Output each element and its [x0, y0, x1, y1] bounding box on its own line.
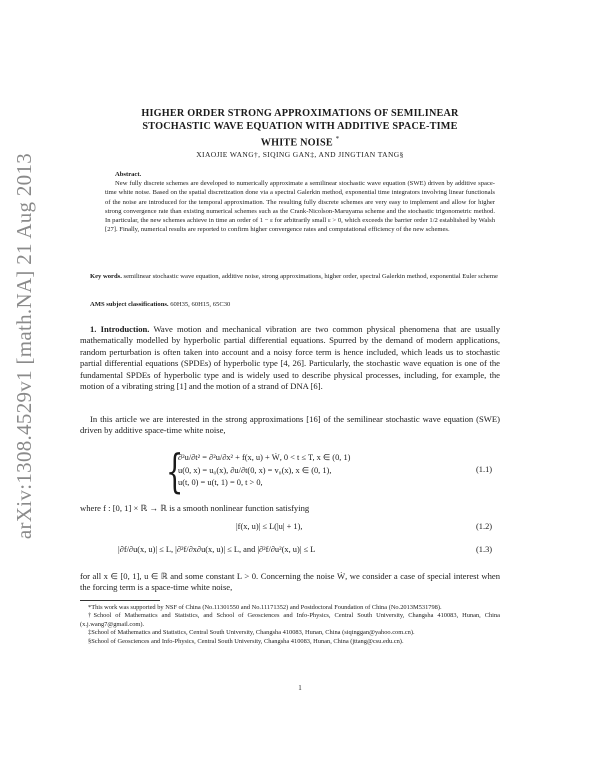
title-line-1: HIGHER ORDER STRONG APPROXIMATIONS OF SEMILINEAR: [141, 108, 459, 119]
title-line-2: STOCHASTIC WAVE EQUATION WITH ADDITIVE SPACE-TIME: [142, 120, 458, 132]
equation-number-1-2: (1.2): [476, 522, 493, 531]
intro-paragraph-2: [80, 414, 500, 437]
page-number: 1: [298, 684, 302, 692]
equation-brace: {: [165, 444, 184, 498]
eq-1-1-line-1: ∂²u/∂t² = ∂²u/∂x² + f(x, u) + Ẇ, 0 < t ≤ T, x ∈ (0, 1): [178, 453, 351, 462]
ams-classification: [80, 300, 500, 309]
footnote-author-2: ‡School of Mathematics and Statistics, Central South University, Changsha 410083, Hunan, China (siqinggan@yahoo.com.cn).: [88, 629, 415, 637]
arxiv-identifier: arXiv:1308.4529v1 [math.NA] 21 Aug 2013: [12, 152, 36, 540]
footnotes: [80, 604, 500, 646]
eq-1-1-line-2: u(0, x) = u₀(x), ∂u/∂t(0, x) = v₀(x), x ∈ (0, 1),: [178, 466, 332, 475]
intro-text-2: In this article we are interested in the strong approximations [16] of the semilinear stochastic wave equation (SWE) driven by additive space-time white noise,: [80, 414, 500, 436]
eq-1-1-line-3: u(t, 0) = u(t, 1) = 0, t > 0,: [178, 478, 263, 487]
intro-paragraph-1: [80, 324, 500, 392]
footnote-funding: *This work was supported by NSF of China (No.11301550 and No.11171352) and Postdoctoral Foundation of China (No.2013M531798).: [88, 604, 442, 611]
footnote-rule: [80, 600, 160, 601]
keywords-text: semilinear stochastic wave equation, additive noise, strong approximations, higher order, spectral Galerkin method, exponential Euler scheme: [123, 273, 498, 280]
section-heading-introduction: 1. Introduction.: [90, 324, 150, 334]
ams-heading: AMS subject classifications.: [90, 301, 169, 308]
paper-title: [80, 108, 520, 150]
title-footnote-mark: *: [335, 135, 340, 143]
author-list: XIAOJIE WANG†, SIQING GAN‡, AND JINGTIAN TANG§: [196, 150, 404, 159]
intro-text-1: Wave motion and mechanical vibration are two common physical phenomena that are usually mathematically modelled by hyperbolic partial differential equations. Spurred by the demand of modern applications, random perturbation is often taken into account and a noisy force term is hence included, which leads us to stochastic partial differential equations (SPDEs) of hyperbolic type [4, 26]. Particularly, the stochastic wave equation is one of the fundamental SPDEs of hyperbolic type and is widely used to describe physical processes, including, for example, the motion of a vibrating string [1] and the motion of a strand of DNA [6].: [80, 324, 500, 392]
keywords: [80, 272, 500, 281]
body-after-equation: for all x ∈ [0, 1], u ∈ ℝ and some constant L > 0. Concerning the noise Ẇ, we consider a case of special interest when the forcing term is a space-time white noise,: [80, 571, 500, 593]
title-line-3: WHITE NOISE: [260, 137, 333, 149]
abstract-text: New fully discrete schemes are developed to numerically approximate a semilinear stochastic wave equation (SWE) driven by additive space-time white noise. Based on the spatial discretization done via a spectral Galerkin method, exponential time integrators involving linear functionals of the noise are introduced for the temporal approximation. The resulting fully discrete schemes are very easy to implement and allow for higher strong convergence rate than existing numerical schemes such as the Crank-Nicolson-Maruyama scheme and the stochastic trigonometric method. In particular, the new schemes achieve in time an order of 1 − ε for arbitrarily small ε > 0, which exceeds the barrier order 1/2 established by Walsh [27]. Finally, numerical results are reported to confirm higher convergence rates and computational efficiency of the new schemes.: [105, 180, 495, 234]
equation-1-3: |∂f/∂u(x, u)| ≤ L, |∂²f/∂x∂u(x, u)| ≤ L, and |∂²f/∂u²(x, u)| ≤ L: [118, 545, 316, 554]
where-text: where f : [0, 1] × ℝ → ℝ is a smooth nonlinear function satisfying: [80, 503, 310, 513]
ams-text: 60H35, 60H15, 65C30: [170, 301, 231, 308]
footnote-author-3: §School of Geosciences and Info-Physics, Central South University, Changsha 410083, Hunan, China (jttang@csu.edu.cn).: [88, 637, 404, 645]
footnote-author-1: †School of Mathematics and Statistics, and School of Geosciences and Info-Physics, Central South University, Changsha 410083, Hunan, China (x.j.wang7@gmail.com).: [80, 612, 500, 628]
equation-1-1: [178, 452, 448, 491]
equation-1-2: |f(x, u)| ≤ L(|u| + 1),: [236, 522, 303, 531]
abstract-heading: Abstract.: [115, 171, 142, 178]
abstract: [105, 170, 495, 234]
equation-number-1-1: (1.1): [476, 465, 493, 474]
equation-number-1-3: (1.3): [476, 545, 493, 554]
keywords-heading: Key words.: [90, 273, 122, 280]
